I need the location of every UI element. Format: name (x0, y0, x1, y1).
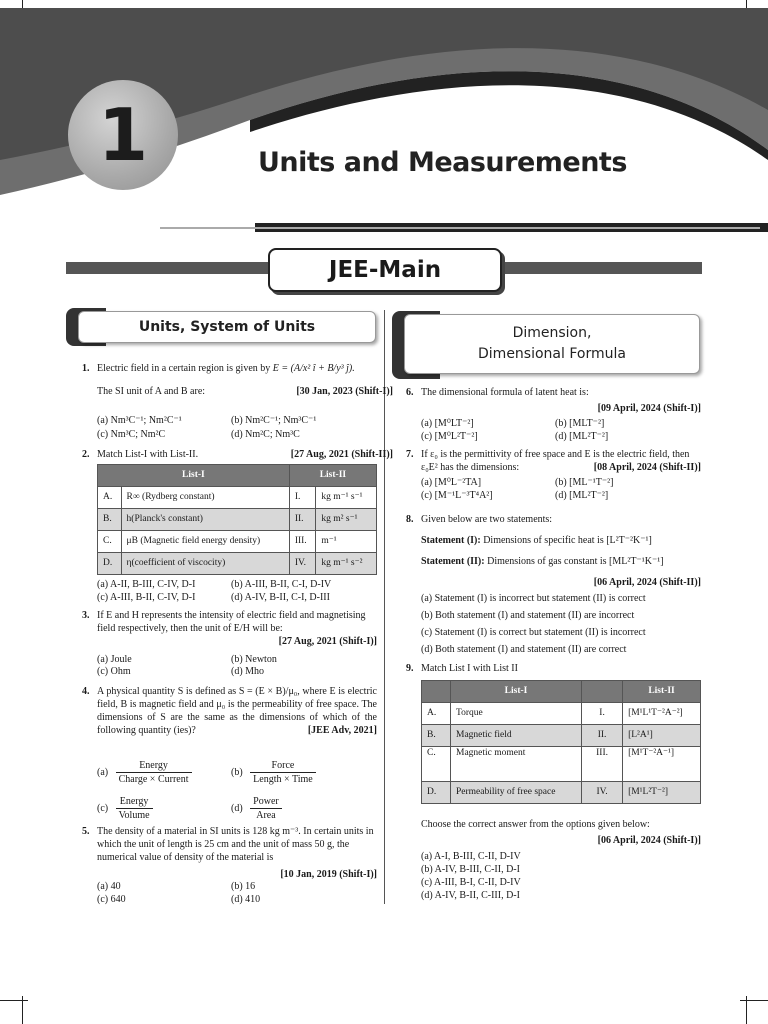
table-row: C. μB (Magnetic field energy density) III. m⁻¹ (98, 531, 377, 553)
option: (c) Ohm (97, 666, 131, 677)
option: (c) 640 (97, 894, 126, 905)
option: (a) [M⁰LT⁻²] (421, 418, 474, 429)
table-header: List-I (451, 681, 582, 703)
question-text: Match List-I with List-II. (97, 449, 199, 460)
exam-reference: [06 April, 2024 (Shift-II)] (593, 577, 701, 588)
question-text: Given below are two statements: (421, 514, 553, 525)
chapter-title: Units and Measurements (258, 147, 627, 178)
question-6 (406, 386, 701, 415)
right-heading-line-1: Dimension, (512, 325, 592, 341)
question-number: 8. (406, 514, 414, 525)
crop-mark (0, 1000, 28, 1001)
option: (b) $\frac{\text{Force}}{\text{Length × Time}}$ (231, 759, 316, 786)
match-table (97, 464, 377, 575)
table-row: D. η(coefficient of viscocity) IV. kg m⁻¹ s⁻² (98, 553, 377, 575)
question-number: 1. (82, 363, 90, 374)
table-row: B. Magnetic field II. [L²A¹] (422, 725, 701, 747)
question-number: 9. (406, 663, 414, 674)
table-row: D. Permeability of free space IV. [M¹L²T⁻²] (422, 782, 701, 804)
question-text: Electric field in a certain region is given by (97, 363, 271, 374)
option: (c) A-III, B-II, C-IV, D-I (97, 592, 196, 603)
question-text: If E and H represents the intensity of electric field and magnetising field respectively, then the unit of E/H will be: (97, 610, 366, 634)
chapter-number: 1 (68, 80, 178, 190)
question-7 (406, 448, 701, 474)
option: (a) A-II, B-III, C-IV, D-I (97, 579, 196, 590)
question-5 (82, 825, 377, 881)
statement-label: Statement (II): (421, 556, 485, 567)
question-number: 3. (82, 610, 90, 621)
table-row: C. Magnetic moment III. [M¹T⁻²A⁻¹] (422, 747, 701, 782)
option: (c) [M⁻¹L⁻³T⁴A²] (421, 490, 493, 501)
question-4 (82, 685, 377, 737)
exam-reference: [JEE Adv, 2021] (307, 725, 377, 736)
question-1 (82, 362, 393, 398)
option: (b) Newton (231, 654, 277, 665)
option: (d) [ML²T⁻²] (555, 431, 609, 442)
exam-reference: [27 Aug, 2021 (Shift-I)] (278, 636, 377, 647)
statement-text: Dimensions of specific heat is [L²T⁻²K⁻¹] (483, 535, 652, 546)
question-8 (406, 513, 701, 589)
exam-reference: [27 Aug, 2021 (Shift-II)] (290, 449, 393, 460)
question-number: 5. (82, 826, 90, 837)
exam-reference: [10 Jan, 2019 (Shift-I)] (280, 869, 377, 880)
option: (d) [ML²T⁻²] (555, 490, 609, 501)
option: (d) $\frac{\text{Power}}{\text{Area}}$ (231, 795, 282, 822)
right-heading-line-2: Dimensional Formula (478, 346, 626, 362)
option: (b) Both statement (I) and statement (II) are incorrect (421, 610, 635, 621)
left-heading-text: Units, System of Units (138, 319, 316, 335)
option: (a) 40 (97, 881, 121, 892)
option: (c) Statement (I) is correct but statement (II) is incorrect (421, 627, 646, 638)
statement-text: Dimensions of gas constant is [ML²T⁻¹K⁻¹] (487, 556, 664, 567)
option: (b) A-IV, B-III, C-II, D-I (421, 864, 520, 875)
question-text: The SI unit of A and B are: (97, 386, 206, 397)
option: (b) [MLT⁻²] (555, 418, 605, 429)
option: (b) [ML⁻¹T⁻²] (555, 477, 614, 488)
option: (a) [M⁰L⁻²TA] (421, 477, 482, 488)
option: (d) A-IV, B-II, C-III, D-I (421, 890, 520, 901)
table-header: List-II (289, 465, 376, 487)
option: (a) Statement (I) is incorrect but statement (II) is correct (421, 593, 646, 604)
option: (a) Joule (97, 654, 132, 665)
question-number: 2. (82, 449, 90, 460)
option: (c) [M⁰L²T⁻²] (421, 431, 478, 442)
question-number: 4. (82, 686, 90, 697)
option: (b) Nm²C⁻¹; Nm³C⁻¹ (231, 415, 317, 426)
table-header: List-II (623, 681, 701, 703)
option: (b) A-III, B-II, C-I, D-IV (231, 579, 332, 590)
question-3 (82, 609, 377, 648)
option: (a) $\frac{\text{Energy}}{\text{Charge × Current}}$ (97, 759, 192, 786)
option: (b) 16 (231, 881, 256, 892)
option: (d) A-IV, B-II, C-I, D-III (231, 592, 330, 603)
column-divider (384, 310, 385, 904)
question-text: Match List I with List II (421, 663, 518, 674)
table-row: B. h(Planck's constant) II. kg m² s⁻¹ (98, 509, 377, 531)
question-number: 7. (406, 449, 414, 460)
statement-label: Statement (I): (421, 535, 481, 546)
right-heading (404, 314, 700, 374)
exam-reference: [30 Jan, 2023 (Shift-I)] (296, 386, 393, 397)
question-text: The density of a material in SI units is 128 kg m⁻³. In certain units in which the unit of length is 25 cm and the unit of mass 50 g, the numerical value of density of the material is (97, 826, 374, 863)
question-text: If ε₀ is the permittivity of free space and E is the electric field, then ε₀E² has the dimensions: (421, 449, 690, 473)
match-table (421, 680, 701, 804)
section-title: JEE-Main (268, 248, 502, 292)
question-2 (82, 448, 393, 461)
option: (d) Mho (231, 666, 265, 677)
exam-reference: [08 April, 2024 (Shift-II)] (593, 462, 701, 473)
question-text: The dimensional formula of latent heat is: (421, 387, 589, 398)
crop-mark (740, 1000, 768, 1001)
option: (c) Nm³C; Nm²C (97, 429, 166, 440)
question-number: 6. (406, 387, 414, 398)
question-9 (406, 662, 717, 675)
option: (c) A-III, B-I, C-II, D-IV (421, 877, 521, 888)
formula: E = (A/x² î + B/y³ ĵ). (272, 363, 355, 374)
question-text: A physical quantity S is defined as S = (E × B)/μ₀, where E is electric field, B is magnetic field and μ₀ is the permeability of free space. The dimensions of S are the same as the dimensions of which of the following quantity (ies)? (97, 686, 377, 736)
option: (d) Nm²C; Nm³C (231, 429, 300, 440)
table-row: A. Torque I. [M¹L¹T⁻²A⁻²] (422, 703, 701, 725)
left-heading (78, 311, 376, 343)
question-9-footer (421, 818, 701, 847)
exam-reference: [06 April, 2024 (Shift-I)] (597, 835, 701, 846)
option: (a) Nm³C⁻¹; Nm²C⁻¹ (97, 415, 182, 426)
option: (d) Both statement (I) and statement (II) are correct (421, 644, 627, 655)
option: (a) A-I, B-III, C-II, D-IV (421, 851, 521, 862)
table-header: List-I (98, 465, 290, 487)
option: (c) $\frac{\text{Energy}}{\text{Volume}}$ (97, 795, 153, 822)
question-text: Choose the correct answer from the options given below: (421, 819, 650, 830)
exam-reference: [09 April, 2024 (Shift-I)] (597, 403, 701, 414)
option: (d) 410 (231, 894, 261, 905)
table-row: A. R∞ (Rydberg constant) I. kg m⁻¹ s⁻¹ (98, 487, 377, 509)
